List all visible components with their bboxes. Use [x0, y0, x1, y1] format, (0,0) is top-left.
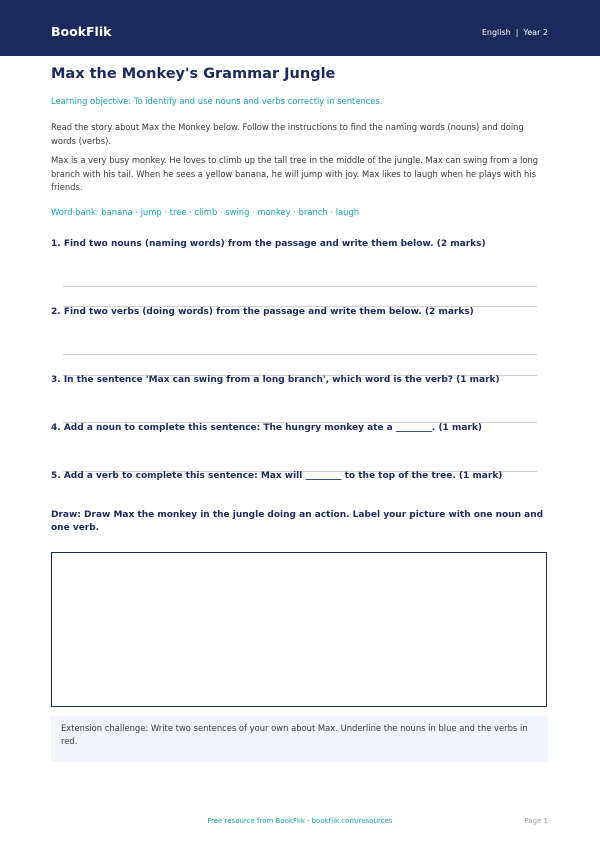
footer-credit[interactable]: Free resource from BookFlik · bookflik.com/resources — [207, 817, 393, 825]
page-number: Page 1 — [524, 817, 548, 825]
draw-prompt: Draw: Draw Max the monkey in the jungle doing an action. Label your picture with one noun and one verb. — [51, 510, 544, 533]
extension-text: Extension challenge: Write two sentences of your own about Max. Underline the nouns in blue and the verbs in red. — [61, 723, 528, 746]
instructions-text: Read the story about Max the Monkey below. Follow the instructions to find the naming words (nouns) and doing words (verbs). — [51, 122, 524, 146]
separator: | — [515, 28, 519, 37]
story-passage: Max is a very busy monkey. He loves to climb up the tall tree in the middle of the jungle. Max can swing from a long branch with his tail. When he sees a yellow banana, he will jump with joy. Max likes to laugh when he plays with his friends. — [51, 155, 539, 192]
drawing-area[interactable] — [51, 552, 547, 707]
extension-box — [51, 716, 548, 762]
answer-line-1a[interactable] — [63, 286, 537, 287]
subject-year-label — [482, 28, 548, 37]
subject-label: English — [481, 28, 511, 37]
question-4: 4. Add a noun to complete this sentence: The hungry monkey ate a ________. (1 mark) — [51, 423, 482, 433]
header-bar — [0, 0, 600, 56]
question-5: 5. Add a verb to complete this sentence: Max will ________ to the top of the tree. (1 mark) — [51, 471, 503, 481]
question-2: 2. Find two verbs (doing words) from the passage and write them below. (2 marks) — [51, 307, 474, 317]
learning-objective: Learning objective: To identify and use nouns and verbs correctly in sentences. — [51, 96, 383, 106]
page-title: Max the Monkey's Grammar Jungle — [51, 66, 336, 82]
question-1: 1. Find two nouns (naming words) from the passage and write them below. (2 marks) — [51, 239, 486, 249]
question-3: 3. In the sentence 'Max can swing from a long branch', which word is the verb? (1 mark) — [51, 375, 500, 385]
word-bank: Word bank: banana · jump · tree · climb · swing · monkey · branch · laugh — [51, 207, 360, 217]
brand-logo[interactable]: BookFlik — [51, 24, 112, 39]
answer-line-2a[interactable] — [63, 354, 537, 355]
year-label: Year 2 — [523, 28, 548, 37]
